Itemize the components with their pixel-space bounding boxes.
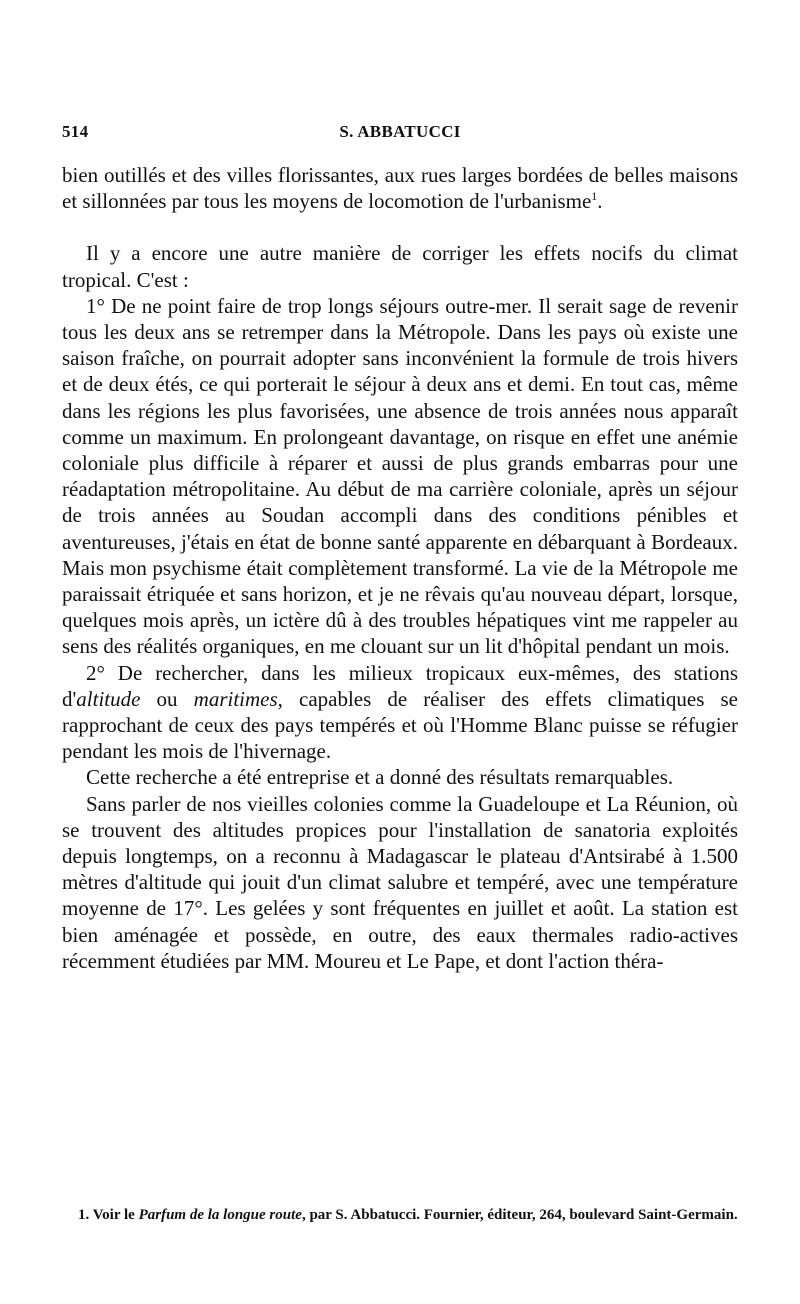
footnotes [62, 1206, 738, 1225]
paragraph-3: 1° De ne point faire de trop longs séjours outre-mer. Il serait sage de revenir tous les deux ans se retremper dans la Métropole. Dans les pays où existe une saison fraîche, on pourrait adopter sans inconvénient la formule de trois hivers et de deux étés, ce qui porterait le séjour à deux ans et demi. En tout cas, même dans les régions les plus favorisées, une absence de trois années nous apparaît comme un maximum. En prolongeant davantage, on risque en effet une anémie coloniale plus difficile à réparer et aussi de plus grands embarras pour une réadaptation métropolitaine. Au début de ma carrière coloniale, après un séjour de trois années au Soudan accompli dans des conditions pénibles et aventureuses, j'étais en état de bonne santé apparente en débarquant à Bordeaux. Mais mon psychisme était complètement transformé. La vie de la Métropole me paraissait étriquée et sans horizon, et je ne rêvais qu'au nouveau départ, lorsque, quelques mois après, un ictère dû à des troubles hépatiques vint me rappeler au sens des réalités organiques, en me clouant sur un lit d'hôpital pendant un mois. [62, 293, 738, 659]
paragraph-4-part-b: ou [140, 686, 194, 711]
paragraph-4 [62, 660, 738, 765]
paragraph-4-part-a: 2° De rechercher, dans les milieux tropicaux eux-mêmes, des stations d' [62, 660, 738, 711]
footnote-1-book-title: Parfum de la longue route [138, 1207, 302, 1223]
paragraph-1 [62, 162, 738, 214]
paragraph-2: Il y a encore une autre manière de corriger les effets nocifs du climat tropical. C'est : [62, 241, 738, 292]
paragraph-5: Cette recherche a été entreprise et a donné des résultats remarquables. [86, 765, 674, 790]
page-number: 514 [62, 122, 89, 141]
footnote-1 [62, 1206, 738, 1225]
page [62, 120, 738, 974]
running-title: S. ABBATUCCI [339, 122, 461, 141]
footnote-ref-1: 1 [591, 189, 598, 204]
emphasis-maritimes: maritimes [193, 686, 278, 711]
paragraph-1-end: . [597, 189, 603, 214]
emphasis-altitude: altitude [76, 686, 141, 711]
body-text [62, 162, 738, 974]
paragraph-4-part-c: , capables de réaliser des effets climatiques se rapprochant de ceux des pays tempérés et où l'Homme Blanc puisse se réfugier pendant les mois de l'hivernage. [62, 686, 739, 764]
paragraph-1-text: bien outillés et des villes florissantes, aux rues larges bordées de belles maisons et sillonnées par tous les moyens de locomotion de l'urbanisme [62, 163, 738, 214]
paragraph-6: Sans parler de nos vieilles colonies comme la Guadeloupe et La Réunion, où se trouvent des altitudes propices pour l'installation de sanatoria exploités depuis longtemps, on a reconnu à Madagascar le plateau d'Antsirabé à 1.500 mètres d'altitude qui jouit d'un climat salubre et tempéré, avec une température moyenne de 17°. Les gelées y sont fréquentes en juillet et août. La station est bien aménagée et possède, en outre, des eaux thermales radio-actives récemment étudiées par MM. Moureu et Le Pape, et dont l'action théra- [62, 791, 738, 973]
running-head [62, 120, 738, 150]
footnote-1-part-b: , par S. Abbatucci. Fournier, éditeur, 264, boulevard Saint-Germain. [301, 1207, 738, 1223]
footnote-1-part-a: 1. Voir le [78, 1207, 139, 1223]
